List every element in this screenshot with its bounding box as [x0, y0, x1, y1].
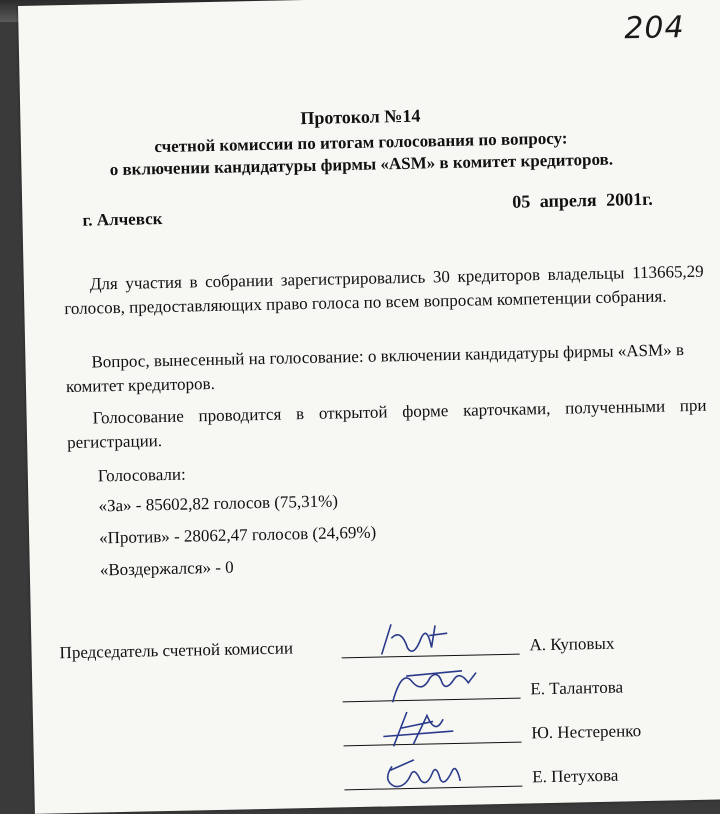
member-name-4: Е. Петухова — [532, 765, 619, 787]
handwritten-signature-4 — [374, 748, 485, 794]
handwritten-signature-3 — [373, 705, 474, 751]
paragraph-registration: Для участия в собрании зарегистрировались 30 кредиторов владельцы 113665,29 голосов, предоставляющих право голоса по всем вопросам компетенции собрания. — [64, 261, 704, 319]
member-name-1: А. Куповых — [529, 633, 615, 655]
document-page — [18, 0, 720, 814]
signature-line-2 — [342, 668, 521, 703]
votes-heading: Голосовали: — [97, 464, 186, 486]
votes-abstain: «Воздержался» - 0 — [99, 557, 234, 580]
paragraph-voting-form: Голосование проводится в открытой форме карточками, полученными при регистрации. — [66, 395, 707, 453]
member-name-3: Ю. Нестеренко — [531, 721, 642, 743]
signature-line-3 — [343, 712, 522, 747]
date: 05 апреля 2001г. — [511, 188, 654, 212]
document-title: Протокол №14 — [300, 105, 421, 129]
document-subtitle-line1: счетной комиссии по итогам голосования по вопросу: — [154, 128, 568, 157]
place: г. Алчевск — [82, 209, 163, 230]
signature-line-1 — [341, 624, 520, 659]
handwritten-signature-2 — [372, 660, 503, 707]
votes-against: «Против» - 28062,47 голосов (24,69%) — [98, 522, 377, 548]
votes-for: «За» - 85602,82 голосов (75,31%) — [98, 491, 339, 516]
signature-line-4 — [344, 756, 523, 791]
page-number: 204 — [623, 10, 685, 47]
handwritten-signature-1 — [371, 617, 462, 663]
paragraph-question: Вопрос, вынесенный на голосование: о включении кандидатуры фирмы «ASM» в комитет кредиторов. — [65, 340, 685, 397]
document-subtitle-line2: о включении кандидатуры фирмы «ASM» в комитет кредиторов. — [109, 149, 614, 180]
member-name-2: Е. Талантова — [530, 677, 624, 699]
chair-label: Председатель счетной комиссии — [59, 638, 294, 663]
